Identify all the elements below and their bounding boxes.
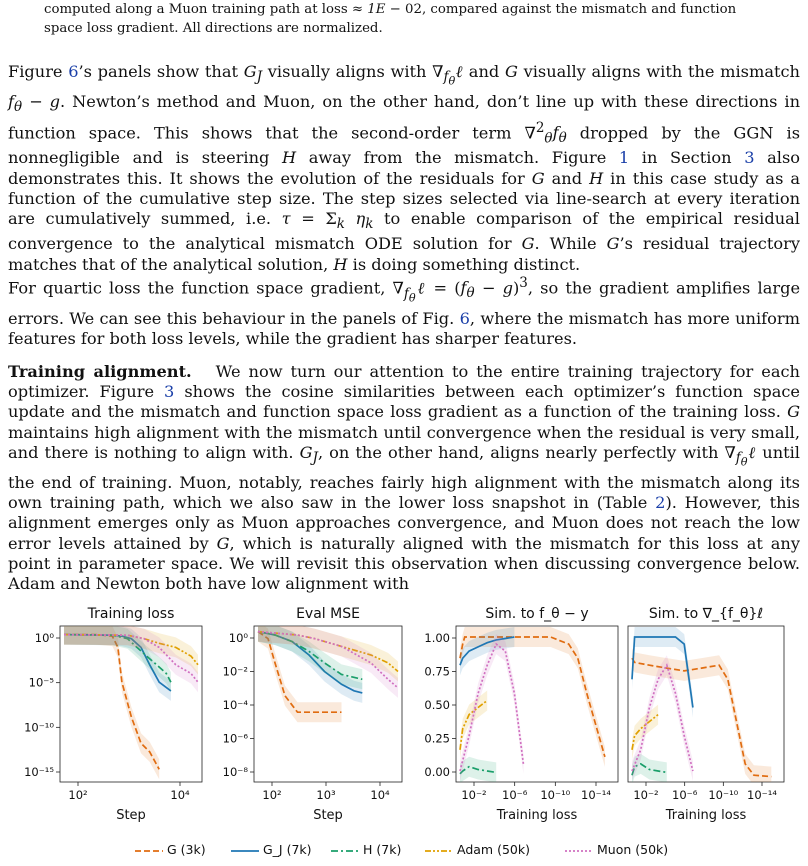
y-tick-label: 0.75 xyxy=(424,664,450,679)
legend-swatch xyxy=(231,846,259,856)
panel-title: Training loss xyxy=(87,606,175,622)
x-axis-label: Training loss xyxy=(496,808,578,823)
x-tick-label: 10⁴ xyxy=(370,788,390,802)
x-axis-label: Training loss xyxy=(665,808,747,823)
y-tick-label: 10⁻² xyxy=(222,664,248,679)
x-tick-label: 10⁻¹⁰ xyxy=(708,788,739,802)
y-tick-label: 1.00 xyxy=(424,631,450,645)
legend-label: G (3k) xyxy=(167,842,206,857)
x-tick-label: 10⁻⁶ xyxy=(502,788,528,802)
y-tick-label: 10⁻¹⁵ xyxy=(24,765,54,779)
x-tick-label: 10⁻¹⁴ xyxy=(581,788,611,802)
chart-panel-1 xyxy=(24,606,202,823)
paragraph-heading: Training alignment. xyxy=(8,362,192,381)
y-tick-label: 10⁻¹⁰ xyxy=(24,720,54,735)
x-axis-label: Step xyxy=(116,808,146,823)
figure-caption-tail: computed along a Muon training path at loss ≈ 1E − 02, compared against the mismatch and function space loss gradient. All directions are normalized. xyxy=(44,2,737,36)
y-tick-label: 10⁻⁴ xyxy=(222,698,248,712)
y-tick-label: 10⁰ xyxy=(34,631,54,645)
x-axis-label: Step xyxy=(313,808,343,823)
x-tick-label: 10⁻⁶ xyxy=(672,788,698,802)
y-tick-label: 10⁻⁶ xyxy=(222,731,248,746)
y-tick-label: 0.25 xyxy=(424,731,450,746)
x-tick-label: 10⁻¹⁰ xyxy=(540,788,571,802)
legend-item xyxy=(231,842,312,857)
legend-item xyxy=(331,842,401,857)
x-tick-label: 10⁻¹⁴ xyxy=(747,788,777,802)
legend-swatch xyxy=(135,846,163,856)
legend-item xyxy=(425,842,530,857)
paragraph-quartic-loss: For quartic loss the function space gradient, $\nabla_{f_\theta}\ell = (f_\theta - g)^3$, so the gradient amplifies large errors. We can see this behaviour in the panels of Fig. 6, where the mismatch has more uniform features for both loss levels, while the gradient has sharper features. xyxy=(8,275,801,348)
x-tick-label: 10⁻² xyxy=(633,788,659,802)
chart-panel-4 xyxy=(628,606,784,823)
legend-swatch xyxy=(425,846,453,856)
y-tick-label: 10⁻⁵ xyxy=(28,675,54,690)
paragraph-figure6-analysis: Figure 6’s panels show that $G_J$ visually aligns with $\nabla_{f_\theta}\ell$ and G visually aligns with the mismatch $f_\theta - g$. Newton’s method and Muon, on the other hand, don’t line up with these directions in function space. This shows that the second-order term $\nabla^2_\theta f_\theta$ dropped by the GGN is nonnegligible and is steering H away from the mismatch. Figure 1 in Section 3 also demonstrates this. It shows the evolution of the residuals for G and H in this case study as a function of the cumulative step size. The step sizes selected via line-search at every iteration are cumulatively summed, i.e. $\tau = \Sigma_k$ $\eta_k$ to enable comparison of the empirical residual convergence to the analytical mismatch ODE solution for G. While G’s residual trajectory matches that of the analytical solution, H is doing something distinct. xyxy=(8,62,801,274)
legend-label: G_J (7k) xyxy=(263,842,312,857)
legend-swatch xyxy=(565,846,593,856)
panel-title: Sim. to ∇_{f_θ}ℓ xyxy=(648,606,764,622)
paragraph-training-alignment: Training alignment. We now turn our attention to the entire training trajectory for each optimizer. Figure 3 shows the cosine similarities between each optimizer’s function space update and the mismatch and function space loss gradient as a function of the training loss. G maintains high alignment with the mismatch until convergence when the residual is very small, and there is nothing to align with. $G_J$, on the other hand, aligns nearly perfectly with $\nabla_{f_\theta}\ell$ until the end of training. Muon, notably, reaches fairly high alignment with the mismatch along its own training path, which we also saw in the lower loss snapshot in (Table 2). However, this alignment emerges only as Muon approaches convergence, and Muon does not reach the low error levels attained by G, which is naturally aligned with the mismatch for this loss at any point in parameter space. We will revisit this observation when discussing convergence below. Adam and Newton both have low alignment with xyxy=(8,362,800,593)
panel-title: Sim. to f_θ − y xyxy=(485,606,589,622)
chart-panel-3 xyxy=(424,606,618,823)
legend-label: Adam (50k) xyxy=(457,842,530,857)
legend-item xyxy=(565,842,668,857)
chart-panel-2 xyxy=(223,606,402,823)
figure-3 xyxy=(0,600,808,866)
y-tick-label: 10⁰ xyxy=(228,631,248,645)
legend-label: Muon (50k) xyxy=(597,842,669,857)
x-tick-label: 10⁴ xyxy=(170,788,190,802)
legend-item xyxy=(135,842,206,857)
panel-title: Eval MSE xyxy=(296,606,360,622)
y-tick-label: 0.50 xyxy=(424,698,450,712)
x-tick-label: 10² xyxy=(262,788,282,802)
legend-label: H (7k) xyxy=(363,842,402,857)
figure-panels xyxy=(0,600,808,840)
x-tick-label: 10² xyxy=(68,788,88,802)
legend-swatch xyxy=(331,846,359,856)
y-tick-label: 0.00 xyxy=(424,765,450,779)
x-tick-label: 10³ xyxy=(316,788,336,802)
figure-legend xyxy=(135,842,695,862)
y-tick-label: 10⁻⁸ xyxy=(222,765,248,779)
x-tick-label: 10⁻² xyxy=(461,788,487,802)
